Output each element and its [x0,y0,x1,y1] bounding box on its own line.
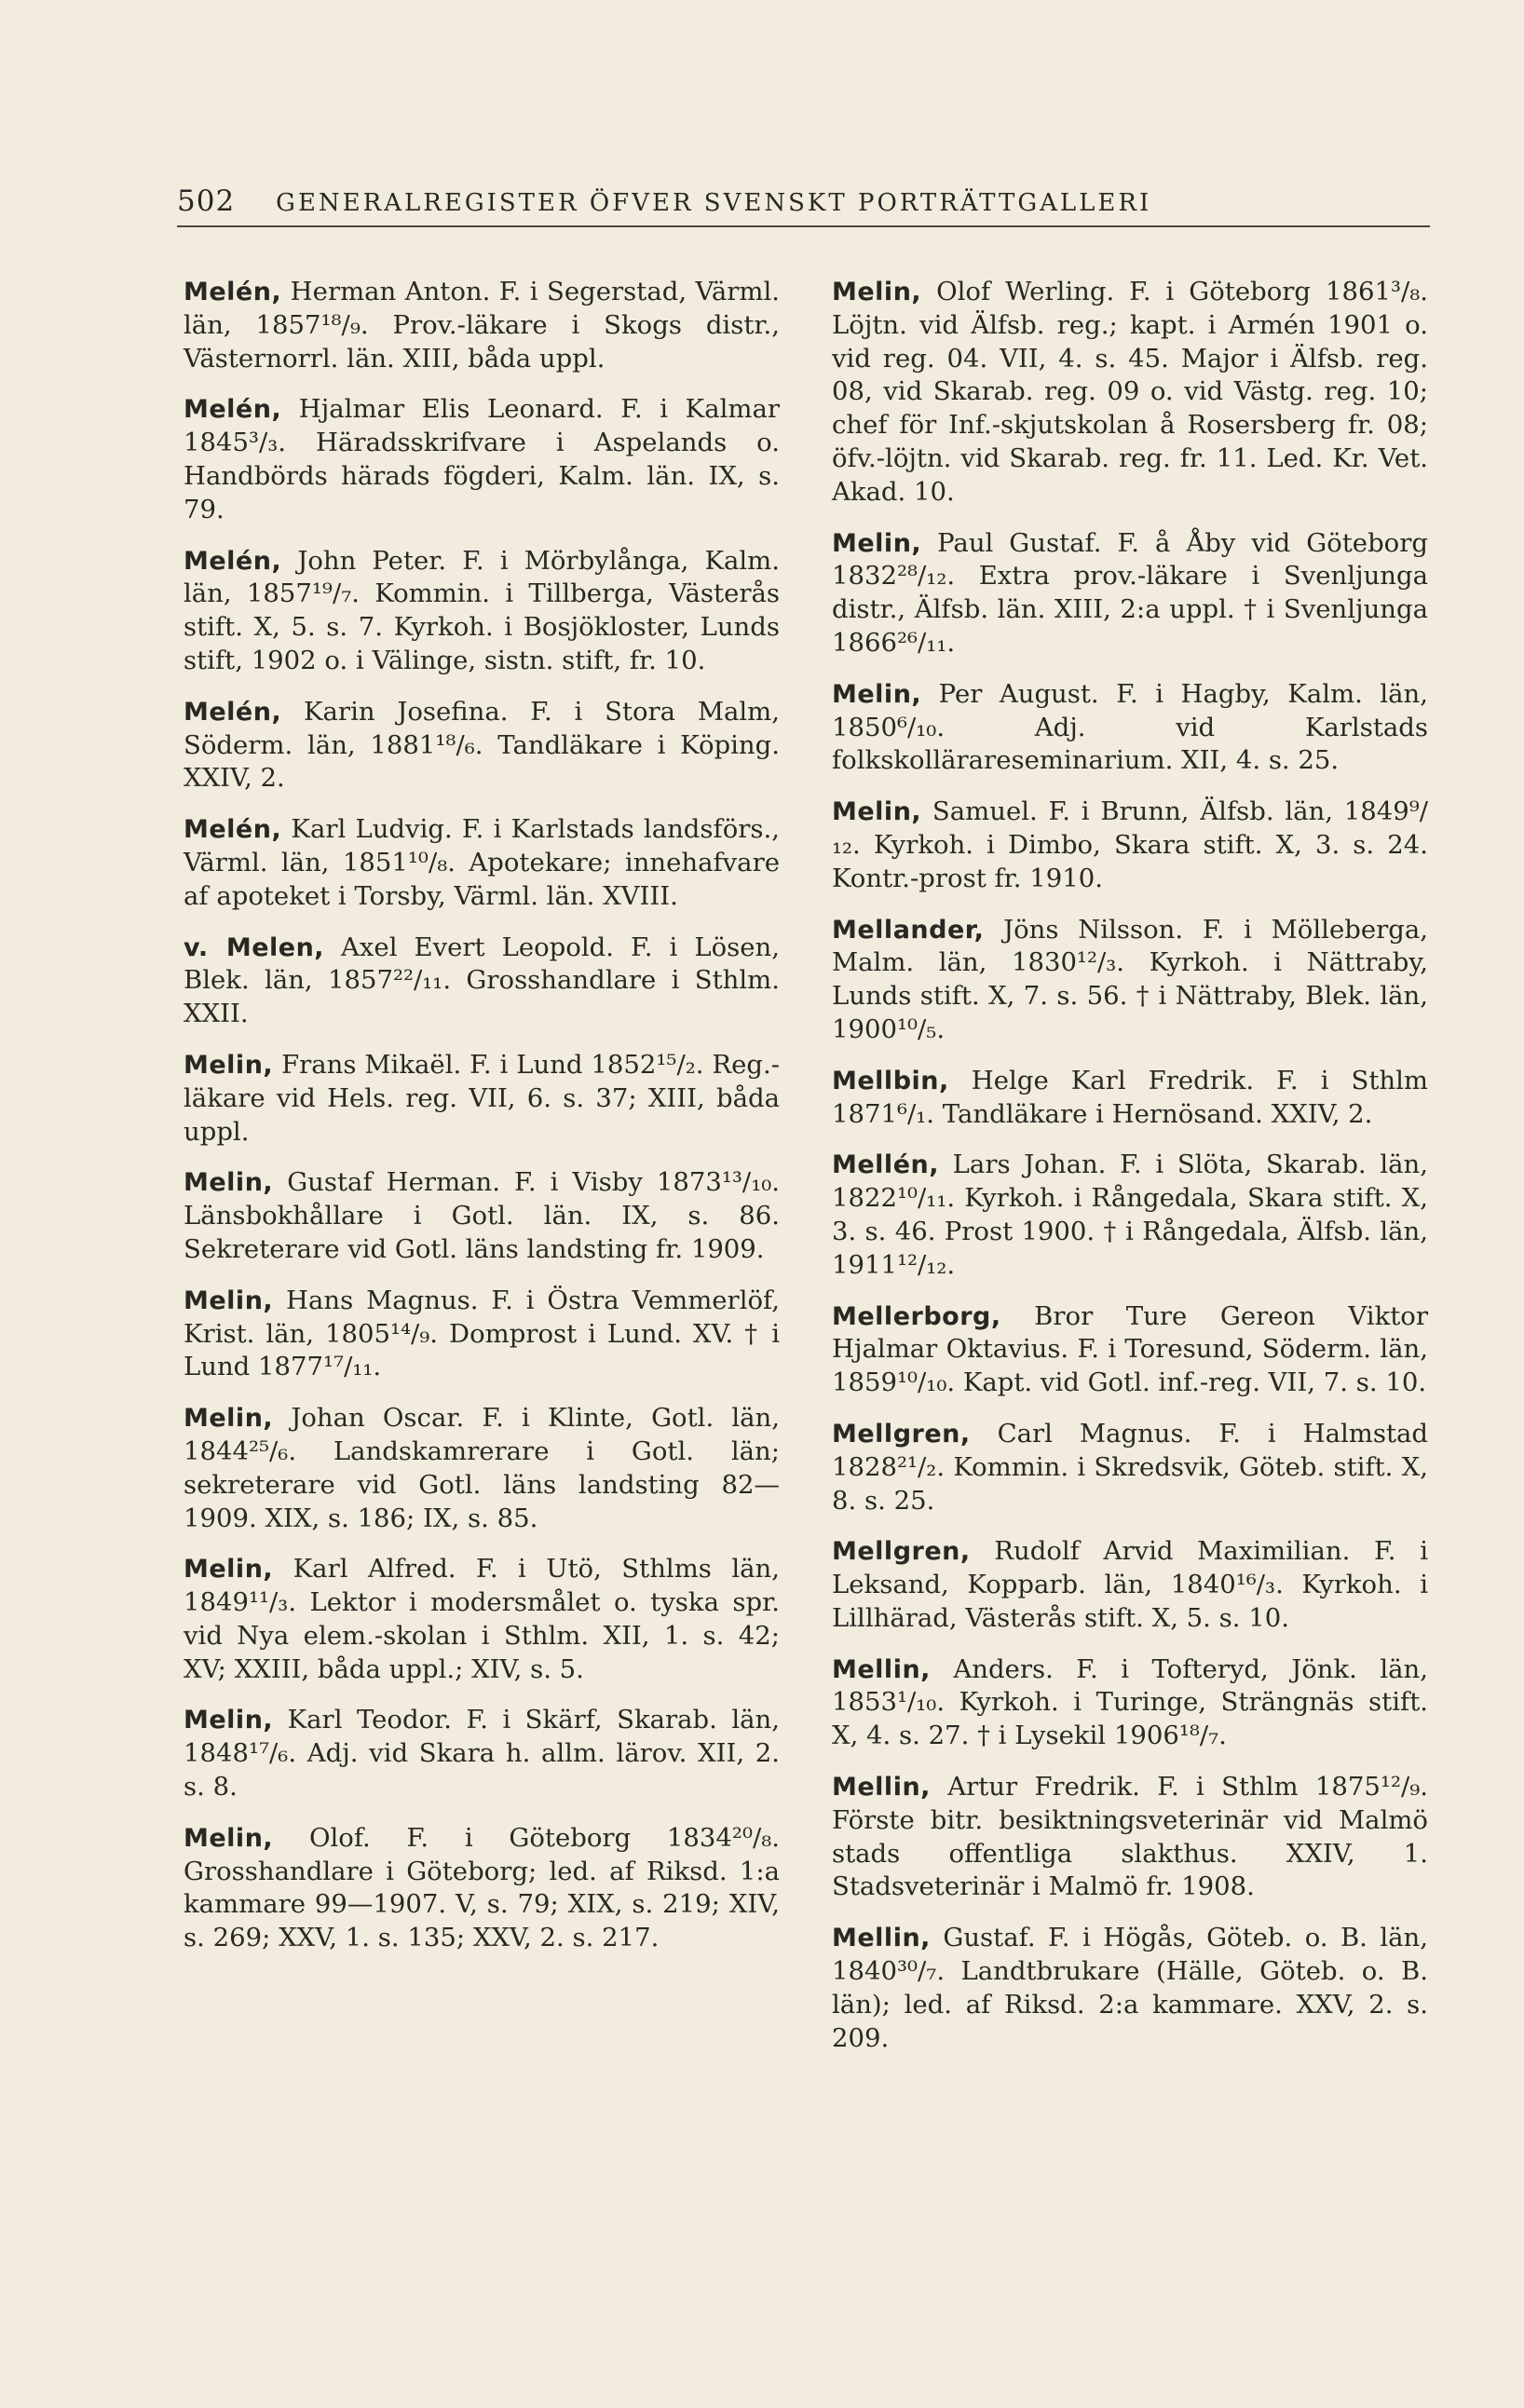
register-entry [832,678,1428,778]
register-entry [832,1065,1428,1132]
entry-surname: Melin, [832,679,922,709]
entry-surname: Melin, [832,528,922,558]
page-header [177,184,1430,227]
entry-text: Helge Karl Fredrik. F. i Sthlm 1871⁶/₁. Tandläkare i Hernösand. XXIV, 2. [832,1065,1428,1129]
register-entry [184,1822,780,1955]
entry-surname: Melin, [184,1404,274,1434]
register-entry [832,1922,1428,2055]
entry-text: Olof. F. i Göteborg 1834²⁰/₈. Grosshandlare i Göteborg; led. af Riksd. 1:a kammare 99—1907. V, s. 79; XIX, s. 219; XIV, s. 269; XXV, 1. s. 135; XXV, 2. s. 217. [184,1822,780,1953]
entry-text: John Peter. F. i Mörbylånga, Kalm. län, 1857¹⁹/₇. Kommin. i Tillberga, Västerås stift. X, 5. s. 7. Kyrkoh. i Bosjökloster, Lunds stift, 1902 o. i Välinge, sistn. stift, fr. 10. [184,545,780,675]
entry-surname: Melén, [184,278,282,306]
entry-surname: Melin, [184,1706,274,1735]
register-entry [832,914,1428,1047]
entry-text: Samuel. F. i Brunn, Älfsb. län, 1849⁹/₁₂. Kyrkoh. i Dimbo, Skara stift. X, 3. s. 24. Kontr.-prost fr. 1910. [832,796,1428,893]
entry-surname: Mellerborg, [832,1301,1001,1331]
register-entry [832,276,1428,510]
entry-text: Olof Werling. F. i Göteborg 1861³/₈. Löjtn. vid Älfsb. reg.; kapt. i Armén 1901 o. vid reg. 04. VII, 4. s. 45. Major i Älfsb. reg. 08, vid Skarab. reg. 09 o. vid Västg. reg. 10; chef för Inf.-skjutskolan å Rosersberg fr. 08; öfv.-löjtn. vid Skarab. reg. fr. 11. Led. Kr. Vet. Akad. 10. [832,277,1428,507]
register-entry [184,696,780,796]
entry-text: Hjalmar Elis Leonard. F. i Kalmar 1845³/₃. Häradsskrifvare i Aspelands o. Handbörds härads fögderi, Kalm. län. IX, s. 79. [184,394,780,524]
entry-text: Frans Mikaël. F. i Lund 1852¹⁵/₂. Reg.-läkare vid Hels. reg. VII, 6. s. 37; XIII, båda uppl. [184,1049,780,1147]
register-entry [184,276,780,375]
entry-surname: Melin, [184,1286,274,1315]
entry-surname: Melén, [184,546,282,576]
entry-surname: Melin, [832,278,922,306]
register-entry [184,813,780,913]
entry-text: Per August. F. i Hagby, Kalm. län, 1850⁶/₁₀. Adj. vid Karlstads folkskollärareseminarium. XII, 4. s. 25. [832,678,1428,776]
entry-text: Herman Anton. F. i Segerstad, Värml. län, 1857¹⁸/₉. Prov.-läkare i Skogs distr., Västernorrl. län. XIII, båda uppl. [184,277,780,374]
entry-text: Paul Gustaf. F. å Åby vid Göteborg 1832²⁸/₁₂. Extra prov.-läkare i Svenljunga distr., Älfsb. län. XIII, 2:a uppl. † i Svenljunga 1866²⁶/₁₁. [832,527,1428,658]
running-title: GENERALREGISTER ÖFVER SVENSKT PORTRÄTTGALLERI [276,189,1152,217]
register-entry [832,1653,1428,1753]
entry-text: Karl Ludvig. F. i Karlstads landsförs., Värml. län, 1851¹⁰/₈. Apotekare; innehafvare af apoteket i Torsby, Värml. län. XVIII. [184,814,780,911]
entry-surname: Melin, [184,1555,274,1585]
entry-text: Gustaf. F. i Högås, Göteb. o. B. län, 1840³⁰/₇. Landtbrukare (Hälle, Göteb. o. B. län); led. af Riksd. 2:a kammare. XXV, 2. s. 209. [832,1923,1428,2053]
entry-surname: Mellgren, [832,1419,971,1449]
entry-text: Jöns Nilsson. F. i Mölleberga, Malm. län, 1830¹²/₃. Kyrkoh. i Nättraby, Lunds stift. X, 7. s. 56. † i Nättraby, Blek. län, 1900¹⁰/₅. [832,914,1428,1044]
entry-surname: v. Melen, [184,932,325,962]
entry-surname: Mellander, [832,915,985,945]
register-entry [184,1402,780,1535]
entry-surname: Melén, [184,395,282,425]
page-number: 502 [177,184,236,218]
register-entry [184,1049,780,1149]
entry-surname: Mellin, [832,1924,931,1953]
register-entry [832,1418,1428,1517]
right-column [832,276,1428,2073]
register-entry [184,932,780,1031]
register-entry [184,1553,780,1686]
register-entry [832,796,1428,895]
register-entry [184,393,780,526]
entry-text: Anders. F. i Tofteryd, Jönk. län, 1853¹/₁₀. Kyrkoh. i Turinge, Strängnäs stift. X, 4. s. 27. † i Lysekil 1906¹⁸/₇. [832,1653,1428,1751]
entry-text: Karl Alfred. F. i Utö, Sthlms län, 1849¹¹/₃. Lektor i modersmålet o. tyska spr. vid Nya elem.-skolan i Sthlm. XII, 1. s. 42; XV; XXIII, båda uppl.; XIV, s. 5. [184,1554,780,1684]
register-entry [184,1166,780,1266]
entry-surname: Mellin, [832,1654,931,1684]
entry-surname: Mellbin, [832,1066,949,1095]
register-entry [832,1535,1428,1635]
register-entry [832,1300,1428,1400]
entry-text: Gustaf Herman. F. i Visby 1873¹³/₁₀. Länsbokhållare i Gotl. län. IX, s. 86. Sekreterare vid Gotl. läns landsting fr. 1909. [184,1167,780,1264]
entry-surname: Melin, [184,1168,274,1198]
entry-surname: Mellén, [832,1150,939,1180]
entry-text: Karin Josefina. F. i Stora Malm, Söderm. län, 1881¹⁸/₆. Tandläkare i Köping. XXIV, 2. [184,696,780,794]
register-entry [184,1704,780,1803]
register-entry [184,545,780,678]
entry-text: Karl Teodor. F. i Skärf, Skarab. län, 1848¹⁷/₆. Adj. vid Skara h. allm. lärov. XII, 2. s. 8. [184,1705,780,1803]
register-entry [832,527,1428,660]
register-entry [184,1285,780,1384]
register-entry [832,1149,1428,1282]
entry-text: Johan Oscar. F. i Klinte, Gotl. län, 1844²⁵/₆. Landskamrerare i Gotl. län; sekreterare vid Gotl. läns landsting 82—1909. XIX, s. 186; IX, s. 85. [184,1403,780,1533]
entry-text: Lars Johan. F. i Slöta, Skarab. län, 1822¹⁰/₁₁. Kyrkoh. i Rångedala, Skara stift. X, 3. s. 46. Prost 1900. † i Rångedala, Älfsb. län, 1911¹²/₁₂. [832,1150,1428,1280]
entry-text: Rudolf Arvid Maximilian. F. i Leksand, Kopparb. län, 1840¹⁶/₃. Kyrkoh. i Lillhärad, Västerås stift. X, 5. s. 10. [832,1536,1428,1633]
entry-surname: Melén, [184,697,282,727]
entry-text: Carl Magnus. F. i Halmstad 1828²¹/₂. Kommin. i Skredsvik, Göteb. stift. X, 8. s. 25. [832,1418,1428,1516]
left-column [184,276,780,1973]
entry-surname: Melén, [184,815,282,845]
entry-surname: Mellgren, [832,1537,971,1567]
entry-text: Hans Magnus. F. i Östra Vemmerlöf, Krist. län, 1805¹⁴/₉. Domprost i Lund. XV. † i Lund 1877¹⁷/₁₁. [184,1285,780,1382]
entry-surname: Melin, [184,1823,274,1853]
entry-text: Bror Ture Gereon Viktor Hjalmar Oktavius. F. i Toresund, Söderm. län, 1859¹⁰/₁₀. Kapt. vid Gotl. inf.-reg. VII, 7. s. 10. [832,1300,1428,1398]
entry-surname: Melin, [832,797,922,827]
entry-text: Artur Fredrik. F. i Sthlm 1875¹²/₉. Förste bitr. besiktningsveterinär vid Malmö stads offentliga slakthus. XXIV, 1. Stadsveterinär i Malmö fr. 1908. [832,1772,1428,1902]
register-entry [832,1771,1428,1904]
entry-surname: Mellin, [832,1773,931,1803]
entry-surname: Melin, [184,1050,274,1080]
entry-text: Axel Evert Leopold. F. i Lösen, Blek. län, 1857²²/₁₁. Grosshandlare i Sthlm. XXII. [184,932,780,1029]
